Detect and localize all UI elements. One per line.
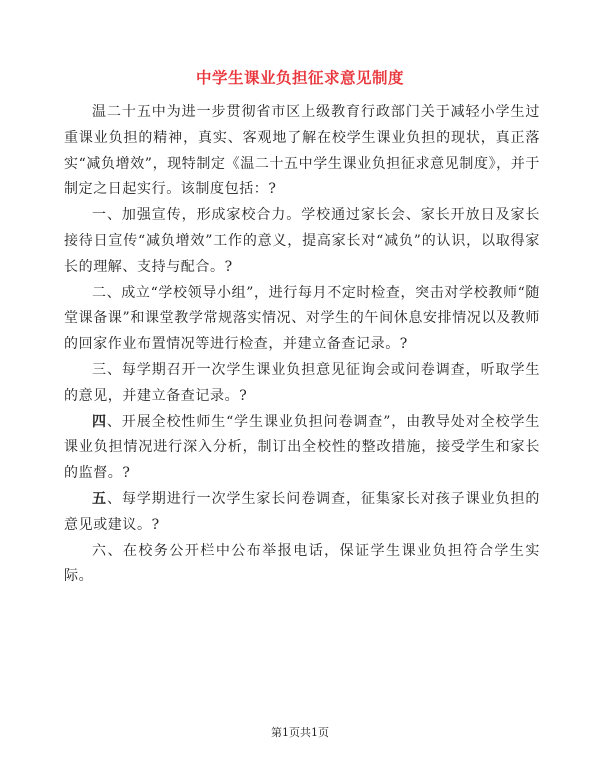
paragraph-item-3	[64, 358, 540, 410]
paragraph-text: 三、每学期召开一次学生课业负担意见征询会或问卷调查，听取学生的意见，并建立备查记录。?	[64, 361, 540, 404]
paragraph-item-5	[64, 487, 540, 539]
paragraph-text: 、每学期进行一次学生家长问卷调查，征集家长对孩子课业负担的意见或建议。?	[64, 490, 540, 533]
paragraph-text: 一、加强宣传，形成家校合力。学校通过家长会、家长开放日及家长接待日宣传“减负增效”工作的意义，提高家长对“减负”的认识，以取得家长的理解、支持与配合。?	[64, 207, 540, 275]
paragraph-text: 六、在校务公开栏中公布举报电话，保证学生课业负担符合学生实际。	[64, 542, 540, 585]
paragraph-item-6	[64, 539, 540, 591]
paragraph-text: 、开展全校性师生“学生课业负担问卷调查”，由教导处对全校学生课业负担情况进行深入分析，制订出全校性的整改措施，接受学生和家长的监督。?	[64, 413, 540, 482]
document-body	[64, 100, 540, 590]
paragraph-text: 二、成立“学校领导小组”，进行每月不定时检查，突击对学校教师“随堂课备课”和课堂教学常规落实情况、对学生的午间休息安排情况以及教师的回家作业布置情况等进行检查，并建立备查记录。?	[64, 284, 540, 353]
paragraph-lead: 四	[92, 413, 107, 430]
paragraph-item-2	[64, 281, 540, 358]
paragraph-item-1	[64, 203, 540, 280]
paragraph-lead: 五	[92, 490, 107, 507]
paragraph-text: 温二十五中为进一步贯彻省市区上级教育行政部门关于减轻小学生过重课业负担的精神，真实、客观地了解在校学生课业负担的现状，真正落实“减负增效”，现特制定《温二十五中学生课业负担征求意见制度》，并于制定之日起实行。该制度包括：?	[64, 104, 540, 198]
document-title: 中学生课业负担征求意见制度	[195, 68, 404, 87]
paragraph-item-4	[64, 410, 540, 487]
page-footer: 第1页共1页	[271, 726, 329, 739]
paragraph-intro	[64, 100, 540, 203]
